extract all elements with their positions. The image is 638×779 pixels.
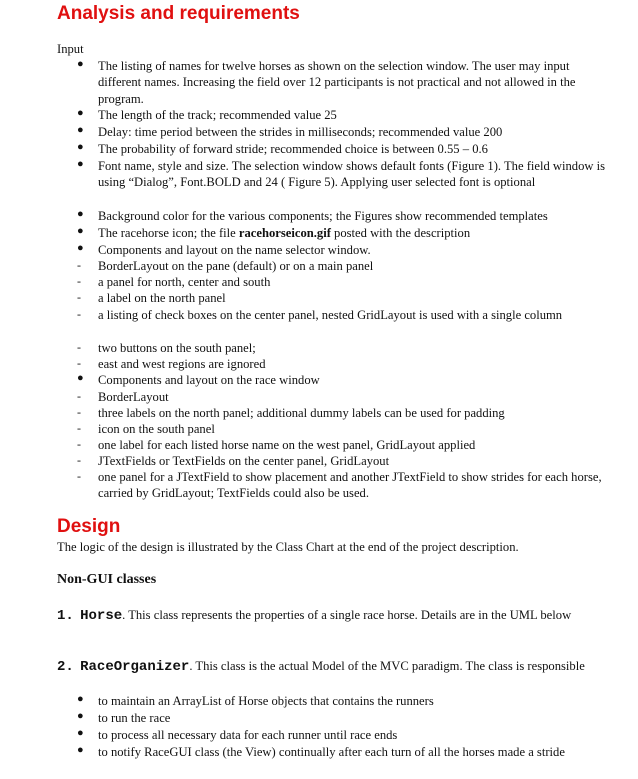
- input-label: Input: [57, 42, 84, 56]
- class-name: RaceOrganizer: [80, 659, 190, 675]
- dash-marker: -: [77, 290, 81, 304]
- dash-marker: -: [77, 258, 81, 272]
- bullet-marker: ●: [77, 124, 84, 136]
- dash-marker: -: [77, 340, 81, 354]
- filename: racehorseicon.gif: [238, 226, 331, 240]
- dash-marker: -: [77, 437, 81, 451]
- class-number: 2.: [57, 659, 74, 675]
- dash-marker: -: [77, 421, 81, 435]
- design-heading: Design: [57, 516, 121, 537]
- bullet-marker: ●: [77, 710, 84, 722]
- bullet-marker: ●: [77, 107, 84, 119]
- bullet-marker: ●: [77, 141, 84, 153]
- bullet-marker: ●: [77, 727, 84, 739]
- bullet-marker: ●: [77, 744, 84, 756]
- bullet-marker: ●: [77, 208, 84, 220]
- bullet-marker: ●: [77, 225, 84, 237]
- dash-marker: -: [77, 356, 81, 370]
- bullet-marker: ●: [77, 242, 84, 254]
- dash-marker: -: [77, 389, 81, 403]
- bullet-marker: ●: [77, 158, 84, 170]
- analysis-heading: Analysis and requirements: [57, 3, 300, 24]
- non-gui-subheading: Non-GUI classes: [57, 572, 157, 587]
- design-intro: The logic of the design is illustrated by the Class Chart at the end of the project description.: [57, 540, 519, 554]
- class-raceorganizer: 2. RaceOrganizer. This class is the actual Model of the MVC paradigm. The class is responsible: [57, 659, 585, 675]
- dash-marker: -: [77, 307, 81, 321]
- dash-marker: -: [77, 274, 81, 288]
- bullet-marker: ●: [77, 372, 84, 384]
- bullet-marker: ●: [77, 58, 84, 70]
- dash-marker: -: [77, 405, 81, 419]
- dash-marker: -: [77, 453, 81, 467]
- class-name: Horse: [80, 608, 123, 624]
- class-number: 1.: [57, 608, 74, 624]
- bullet-marker: ●: [77, 693, 84, 705]
- class-horse: 1. Horse. This class represents the properties of a single race horse. Details are in the UML below: [57, 608, 572, 624]
- dash-marker: -: [77, 469, 81, 483]
